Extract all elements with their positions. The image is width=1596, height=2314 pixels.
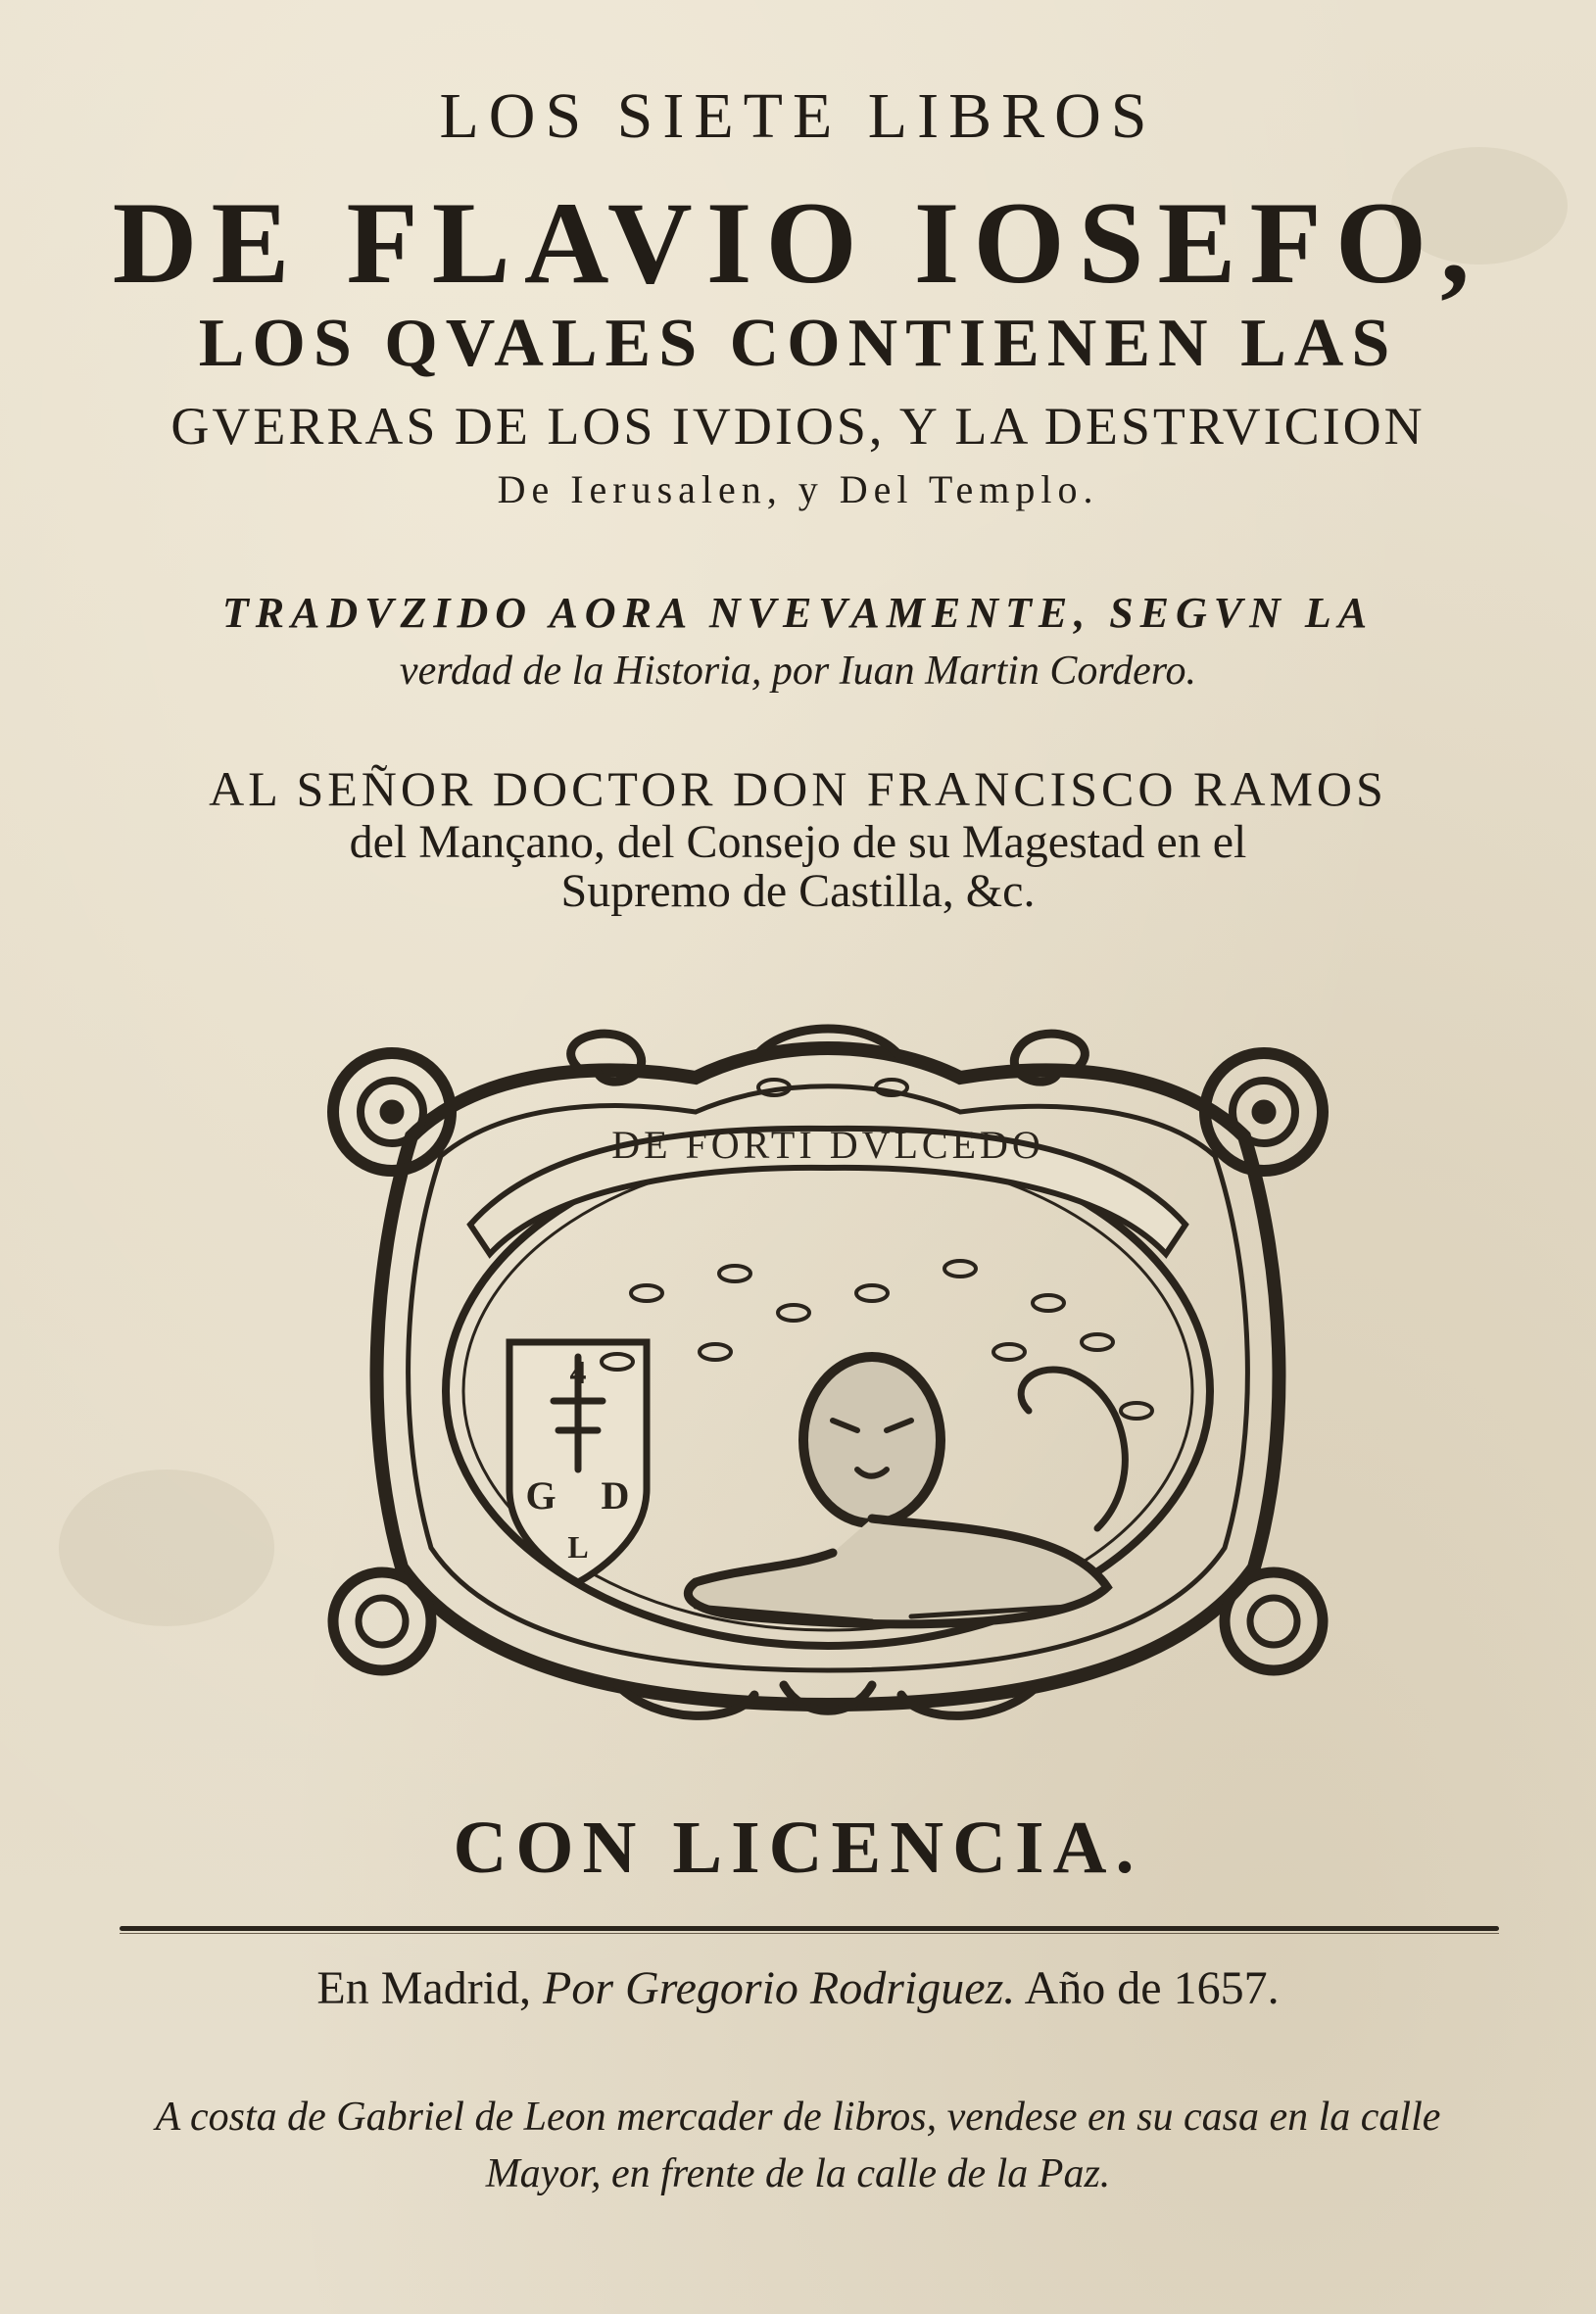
shield-letter-bottom: L (567, 1529, 589, 1565)
printers-device-emblem (323, 1019, 1332, 1724)
divider-rule (120, 1926, 1499, 1931)
title-line-1: LOS SIETE LIBROS (439, 80, 1157, 152)
dedication-line-3: Supremo de Castilla, &c. (560, 865, 1036, 917)
title-line-3: LOS QVALES CONTIENEN LAS (198, 306, 1398, 381)
imprint-line (0, 1962, 1596, 2014)
translation-line-1: TRADVZIDO AORA NVEVAMENTE, SEGVN LA (221, 589, 1375, 637)
title-line-5: De Ierusalen, y Del Templo. (497, 467, 1099, 511)
imprint-year: Año de 1657. (1024, 1962, 1280, 2014)
seller-line-2: Mayor, en frente de la calle de la Paz. (485, 2151, 1111, 2196)
dedication-line-1: AL SEÑOR DOCTOR DON FRANCISCO RAMOS (209, 761, 1387, 816)
emblem-motto: DE FORTI DVLCEDO (611, 1123, 1044, 1167)
shield-letter-left: G (525, 1473, 556, 1518)
shield-letter-top: 4 (569, 1355, 587, 1391)
seller-line-1: A costa de Gabriel de Leon mercader de libros, vendese en su casa en la calle (155, 2095, 1441, 2140)
title-line-4: GVERRAS DE LOS IVDIOS, Y LA DESTRVICION (170, 397, 1426, 456)
paper-stain (59, 1470, 274, 1626)
dedication-line-2: del Mançano, del Consejo de su Magestad en el (349, 816, 1247, 868)
divider-rule-thin (120, 1933, 1499, 1934)
shield-letter-right: D (601, 1473, 630, 1518)
title-line-2: DE FLAVIO IOSEFO, (112, 177, 1484, 308)
imprint-printer: Por Gregorio Rodriguez. (543, 1962, 1016, 2014)
imprint-place: En Madrid, (316, 1962, 532, 2014)
translation-line-2: verdad de la Historia, por Iuan Martin Cordero. (399, 649, 1197, 694)
license-line: CON LICENCIA. (453, 1807, 1143, 1889)
